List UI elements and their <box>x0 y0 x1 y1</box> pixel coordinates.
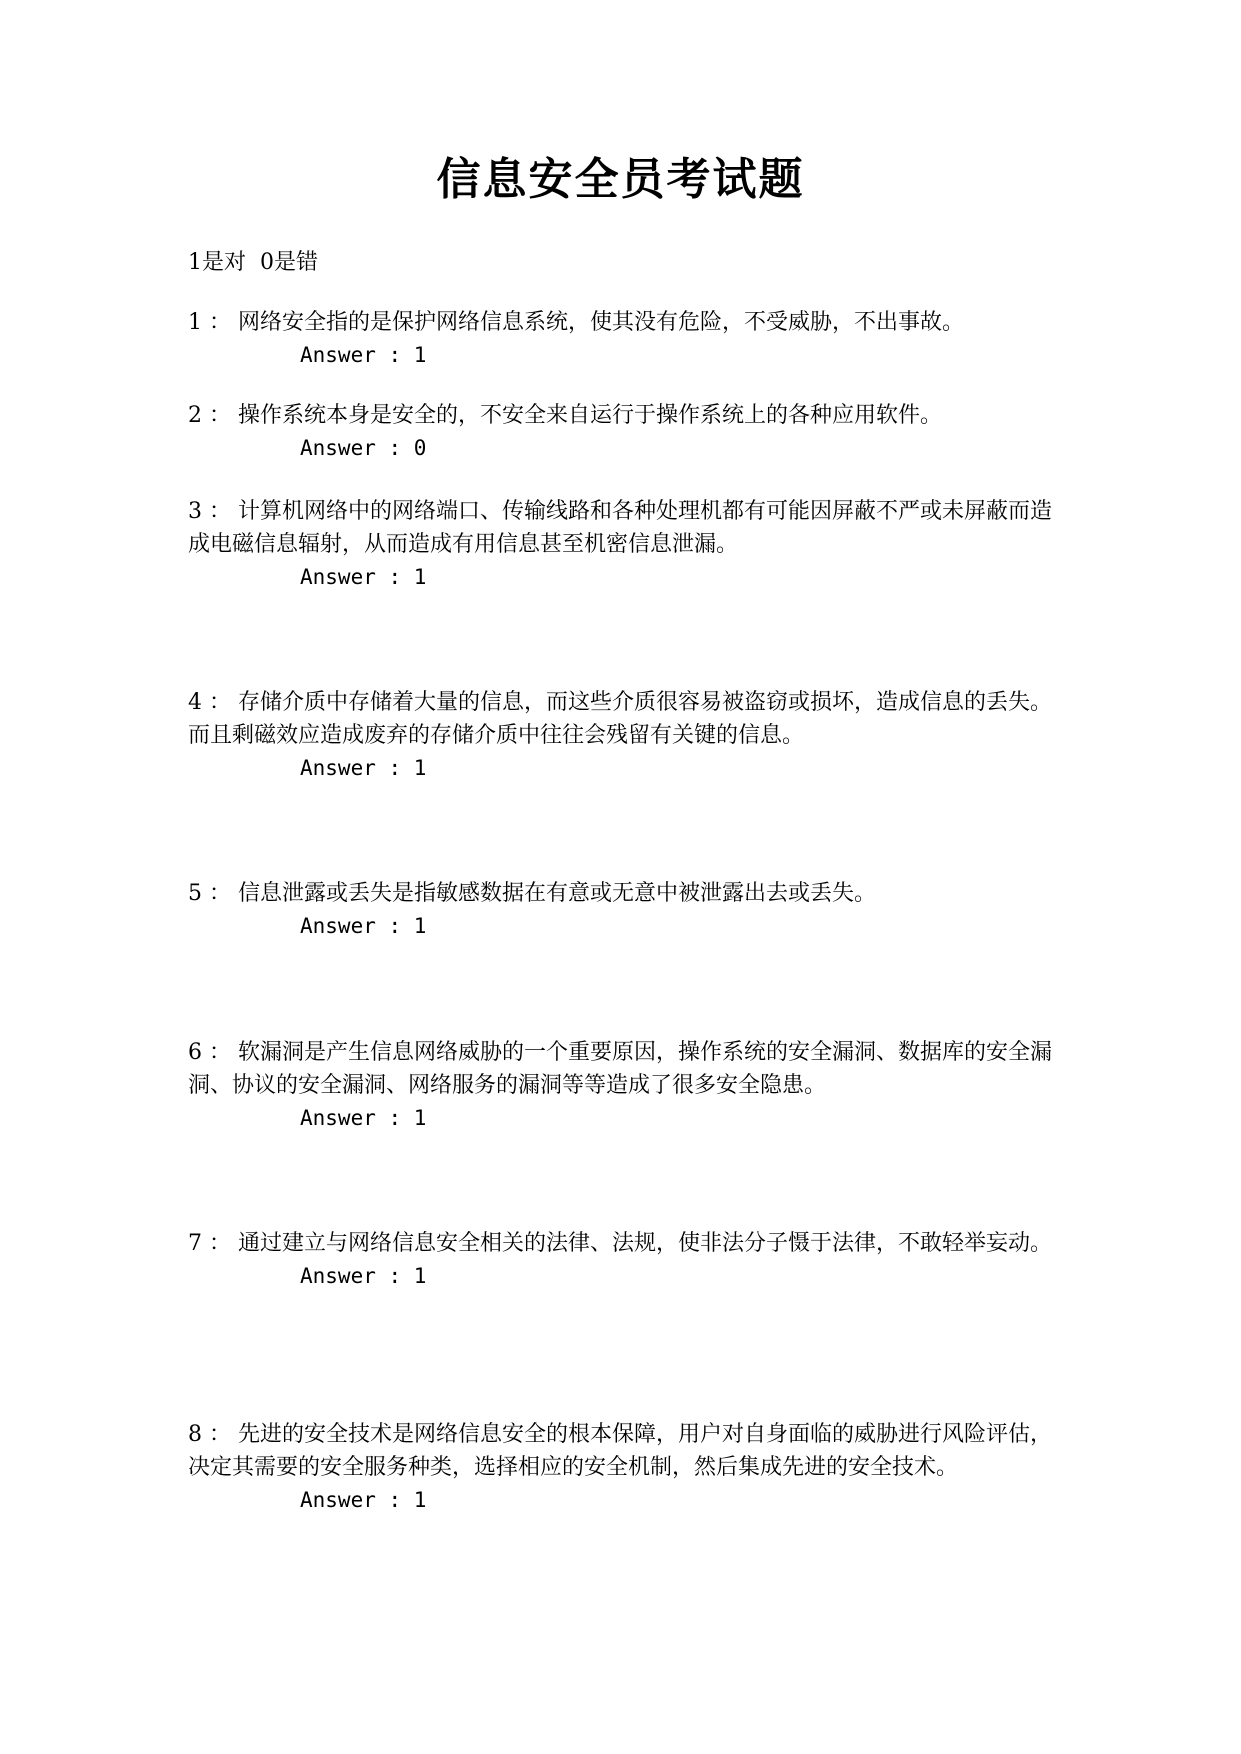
question-item <box>188 399 1068 464</box>
question-text: 7 ： 通过建立与网络信息安全相关的法律、法规，使非法分子慑于法律，不敢轻举妄动。 <box>188 1231 1052 1256</box>
question-answer: Answer : 1 <box>300 914 427 938</box>
question-answer: Answer : 1 <box>300 756 427 780</box>
question-text: 1 ： 网络安全指的是保护网络信息系统，使其没有危险，不受威胁，不出事故。 <box>188 310 964 335</box>
document-title: 信息安全员考试题 <box>436 154 805 205</box>
question-item <box>188 1418 1068 1516</box>
question-answer: Answer : 1 <box>300 1264 427 1288</box>
answer-legend: 1是对 0是错 <box>188 250 318 275</box>
question-item <box>188 1227 1068 1292</box>
question-text: 6 ： 软漏洞是产生信息网络威胁的一个重要原因，操作系统的安全漏洞、数据库的安全漏洞、协议的安全漏洞、网络服务的漏洞等等造成了很多安全隐患。 <box>188 1040 1052 1098</box>
question-text: 2 ： 操作系统本身是安全的，不安全来自运行于操作系统上的各种应用软件。 <box>188 403 942 428</box>
question-item <box>188 877 1068 942</box>
question-answer: Answer : 0 <box>300 436 427 460</box>
question-item <box>188 1036 1068 1134</box>
question-item <box>188 495 1068 593</box>
question-text: 8 ： 先进的安全技术是网络信息安全的根本保障，用户对自身面临的威胁进行风险评估，决定其需要的安全服务种类，选择相应的安全机制，然后集成先进的安全技术。 <box>188 1422 1052 1480</box>
question-answer: Answer : 1 <box>300 1106 427 1130</box>
question-item <box>188 306 1068 371</box>
question-text: 5 ： 信息泄露或丢失是指敏感数据在有意或无意中被泄露出去或丢失。 <box>188 881 876 906</box>
question-text: 4 ： 存储介质中存储着大量的信息，而这些介质很容易被盗窃或损坏，造成信息的丢失。而且剩磁效应造成废弃的存储介质中往往会残留有关键的信息。 <box>188 690 1052 748</box>
question-answer: Answer : 1 <box>300 565 427 589</box>
question-answer: Answer : 1 <box>300 1488 427 1512</box>
question-text: 3 ： 计算机网络中的网络端口、传输线路和各种处理机都有可能因屏蔽不严或未屏蔽而造成电磁信息辐射，从而造成有用信息甚至机密信息泄漏。 <box>188 499 1052 557</box>
question-item <box>188 686 1068 784</box>
question-answer: Answer : 1 <box>300 343 427 367</box>
